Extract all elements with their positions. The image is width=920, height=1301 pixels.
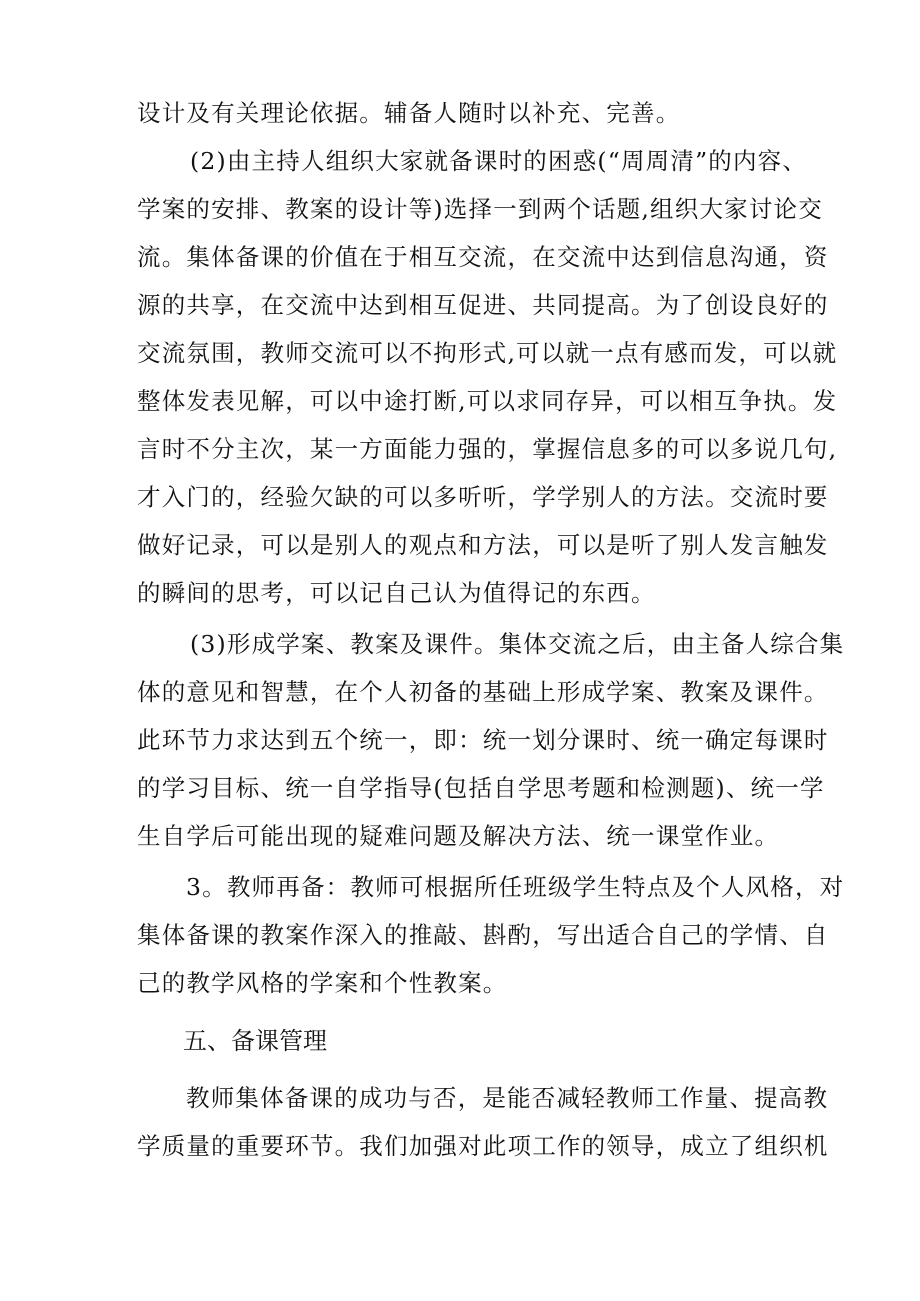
text-line: 交流氛围，教师交流可以不拘形式,可以就一点有感而发，可以就 [137,339,838,367]
text-line: 才入门的，经验欠缺的可以多听听，学学别人的方法。交流时要 [137,483,829,511]
text-line: 学案的安排、教案的设计等)选择一到两个话题,组织大家讨论交 [137,195,823,223]
text-line: 流。集体备课的价值在于相互交流，在交流中达到信息沟通，资 [137,243,829,271]
text-line: 言时不分主次，某一方面能力强的，掌握信息多的可以多说几句, [137,435,838,463]
closing-paragraph-first-line: 教师集体备课的成功与否，是能否减轻教师工作量、提高教 [186,1084,829,1112]
text-line: 学质量的重要环节。我们加强对此项工作的领导，成立了组织机 [137,1132,829,1160]
text-line: 生自学后可能出现的疑难问题及解决方法、统一课堂作业。 [137,822,780,850]
text-line: 己的教学风格的学案和个性教案。 [137,969,508,997]
text-line: 体的意见和智慧，在个人初备的基础上形成学案、教案及课件。 [137,678,829,706]
text-line: 此环节力求达到五个统一，即：统一划分课时、统一确定每课时 [137,726,829,754]
text-line: 集体备课的教案作深入的推敲、斟酌，写出适合自己的学情、自 [137,921,829,949]
text-line: 设计及有关理论依据。辅备人随时以补充、完善。 [137,99,681,127]
paragraph-3-first-line: (3)形成学案、教案及课件。集体交流之后，由主备人综合集 [190,630,845,658]
text-line: 整体发表见解，可以中途打断,可以求同存异，可以相互争执。发 [137,387,838,415]
text-line: 源的共享，在交流中达到相互促进、共同提高。为了创设良好的 [137,291,829,319]
text-line: 的瞬间的思考，可以记自己认为值得记的东西。 [137,579,656,607]
section-heading: 五、备课管理 [183,1027,327,1055]
section-3-first-line: 3。教师再备：教师可根据所任班级学生特点及个人风格，对 [186,873,845,901]
text-line: 做好记录，可以是别人的观点和方法，可以是听了别人发言触发 [137,531,829,559]
text-line: 的学习目标、统一自学指导(包括自学思考题和检测题)、统一学 [137,774,825,802]
paragraph-2-first-line: (2)由主持人组织大家就备课时的困惑(“周周清”的内容、 [190,147,808,175]
